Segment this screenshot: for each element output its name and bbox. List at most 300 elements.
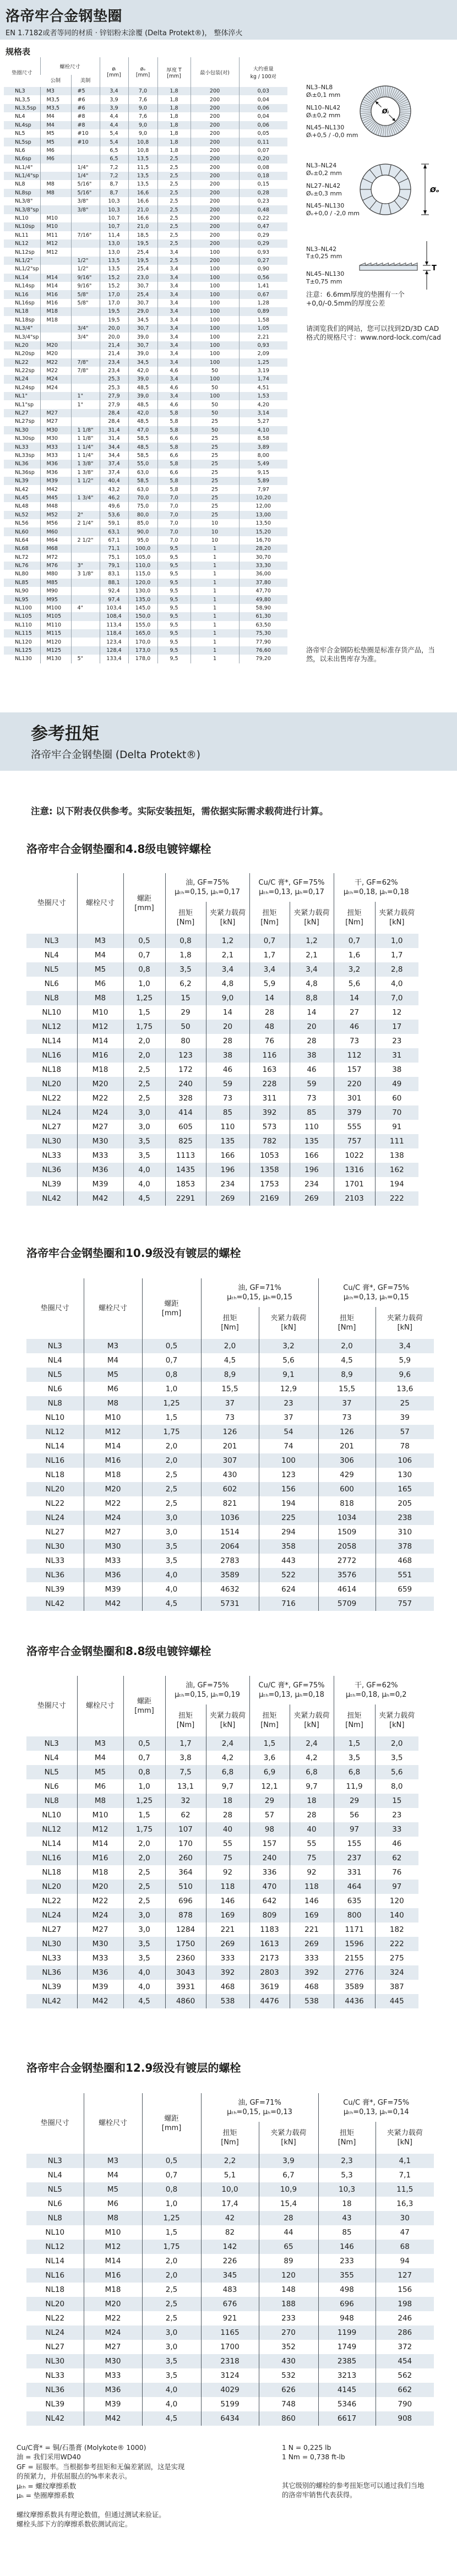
cell: NL42 [15, 486, 29, 493]
cell: 4,5 [142, 2411, 201, 2426]
column-header-torque: 扭矩 [Nm] [249, 1704, 290, 1736]
cell: 5,8 [157, 409, 191, 417]
cell: 19,5 [100, 316, 128, 324]
cell: NL76 [15, 563, 29, 569]
cell: 825 [165, 1134, 206, 1148]
cell: 21,4 [100, 350, 128, 358]
cell: 188 [259, 2297, 318, 2311]
cell: NL30 [15, 427, 29, 433]
cell: 9,7 [290, 1779, 334, 1794]
cell: 2,5 [123, 1894, 165, 1908]
cell: 135,0 [128, 595, 157, 603]
cell: NL36sp [15, 469, 35, 476]
group-header-paste: Cu/C 膏*, GF=75% μₜₕ=0,13, μₕ=0,18 [249, 1676, 334, 1704]
cell: M18 [84, 1468, 142, 1482]
table-row [4, 392, 287, 400]
cell: 921 [201, 2311, 259, 2326]
cell: 555 [334, 1120, 375, 1134]
cell: 12,1 [249, 1779, 290, 1794]
cell: 200 [191, 197, 239, 205]
cell: 200 [191, 164, 239, 172]
cell: M22 [77, 1091, 123, 1105]
cell: 468 [206, 1980, 249, 1994]
cell: M4 [84, 1353, 142, 1368]
cell: 2,5 [142, 1468, 201, 1482]
cell: 118 [290, 1880, 334, 1894]
cell: 7,6 [128, 95, 157, 104]
cell: 1022 [334, 1148, 375, 1163]
spec-table-heading: 规格表 [6, 47, 31, 57]
table-row [4, 595, 287, 603]
cell: 17,0 [100, 299, 128, 307]
table-row [4, 621, 287, 629]
cell: 4029 [201, 2383, 259, 2397]
cell: NL33 [15, 444, 29, 450]
cell: M30 [77, 1134, 123, 1148]
cell: 748 [259, 2397, 318, 2411]
cell: 13,5 [100, 265, 128, 273]
cell: 100 [191, 392, 239, 400]
cell: 9,5 [157, 612, 191, 620]
cell: 15,20 [239, 527, 287, 536]
tolerance: Øᵢ+0,5 / -0,0 mm [306, 132, 358, 139]
cell: 0,27 [239, 257, 287, 265]
cell [40, 164, 71, 172]
cell: 25 [191, 494, 239, 502]
cell: 1,5 [334, 1736, 375, 1751]
cell: 5,8 [157, 460, 191, 468]
cell: 0,15 [239, 180, 287, 188]
cell: 1183 [249, 1923, 290, 1937]
size-range: NL45–NL130 [306, 270, 345, 277]
cell: NL8 [47, 2214, 62, 2223]
cell: NL14sp [15, 283, 35, 290]
cell: NL18 [45, 2285, 65, 2294]
cell: 133,4 [100, 655, 128, 663]
cell: NL5sp [15, 139, 31, 145]
cell: 3,0 [142, 2326, 201, 2340]
cell: M72 [40, 553, 71, 561]
cell: M8 [77, 991, 123, 1005]
cell: 5,9 [376, 1353, 434, 1368]
note-line: +0,0/-0.5mm的厚度公差 [306, 299, 385, 307]
column-header-load: 夹紧力载荷 [kN] [259, 2122, 318, 2154]
cell: 270 [259, 2326, 318, 2340]
cell: M10 [84, 2225, 142, 2240]
cell: 73 [318, 1410, 376, 1425]
cell: M14 [84, 1439, 142, 1453]
cell: 73 [334, 1034, 375, 1048]
cell: M4 [40, 112, 71, 121]
tolerance: T±0,25 mm [306, 253, 342, 260]
table-row [26, 2297, 434, 2311]
cell: 105,0 [128, 553, 157, 561]
cell: 1" [71, 400, 100, 409]
cell: 1,53 [239, 392, 287, 400]
cell: M80 [40, 570, 71, 578]
cell: 200 [191, 129, 239, 138]
cell [40, 333, 71, 341]
cell: M14 [84, 2254, 142, 2268]
cell: NL22 [45, 1499, 65, 1508]
table-row [26, 2368, 434, 2383]
cell: 3,5 [123, 1937, 165, 1951]
table-row [26, 1105, 418, 1120]
cell: 85 [206, 1105, 249, 1120]
cell: 4,0 [123, 1980, 165, 1994]
cell: 100 [191, 358, 239, 367]
cell: 1514 [201, 1525, 259, 1539]
cell: M36 [77, 1163, 123, 1177]
cell: #8 [71, 112, 100, 121]
cell: 50 [191, 367, 239, 375]
cell: 92 [290, 1865, 334, 1880]
torque-section-subtitle: 洛帝牢合金钢垫圈 (Delta Protekt®) [31, 749, 201, 761]
cell: M22 [84, 2311, 142, 2326]
cell: NL3/8" [15, 198, 33, 205]
cell: 392 [206, 1965, 249, 1980]
cell: 2,0 [375, 1736, 418, 1751]
cell: 58,90 [239, 604, 287, 612]
cell: 392 [249, 1105, 290, 1120]
cell: 4860 [165, 1994, 206, 2008]
cell: 3,4 [157, 274, 191, 282]
cell: 58,5 [128, 477, 157, 485]
cell: 0,7 [142, 2168, 201, 2182]
cell: NL22 [15, 359, 29, 366]
cell: NL6 [15, 147, 25, 154]
cell: 0,8 [165, 934, 206, 948]
cell: 25 [191, 451, 239, 460]
cell: 3/8" [71, 205, 100, 214]
cell: 3,2 [259, 1339, 318, 1353]
cell: NL39 [15, 478, 29, 484]
cell: 3/4" [71, 333, 100, 341]
cell: 2,0 [318, 1339, 376, 1353]
cell: 1 [191, 587, 239, 595]
cell: NL22 [42, 1897, 62, 1905]
cell: NL30sp [15, 435, 35, 442]
cell: 88,1 [100, 579, 128, 587]
table-row [26, 1177, 418, 1191]
cell: 2776 [334, 1965, 375, 1980]
cell: NL6 [44, 979, 59, 988]
cell: 34,5 [128, 316, 157, 324]
cell: 100 [191, 341, 239, 350]
tolerance: Øᵢ±0,2 mm [306, 111, 341, 119]
cell: 1435 [165, 1163, 206, 1177]
cell: 55 [290, 1837, 334, 1851]
cell: M33 [84, 1554, 142, 1568]
table-row [26, 1851, 418, 1865]
cell: NL24 [45, 1513, 65, 1522]
table-row [26, 2154, 434, 2168]
cell: 468 [290, 1980, 334, 1994]
cell: 5/16" [71, 180, 100, 188]
cell: 2385 [318, 2354, 376, 2368]
cell: 55 [206, 1837, 249, 1851]
cell: 11,5 [376, 2182, 434, 2197]
footnotes-right [282, 2443, 443, 2530]
cell [71, 155, 100, 163]
cell: NL20 [42, 1080, 62, 1088]
cell [71, 384, 100, 392]
cell: NL30 [45, 1542, 65, 1551]
cell: 196 [290, 1163, 334, 1177]
group-header-oil: 油, GF=71% μₜₕ=0,15, μₕ=0,15 [201, 1278, 318, 1307]
cell: NL22sp [15, 368, 35, 374]
cell: 635 [334, 1894, 375, 1908]
table-row [26, 1779, 418, 1794]
table-row [26, 1597, 434, 1611]
note-line: 油 = 我们采用WD40 [17, 2453, 81, 2461]
cell: 1 [191, 629, 239, 638]
cell: 0,93 [239, 341, 287, 350]
cell: 32 [165, 1794, 206, 1808]
column-header-load: 夹紧力载荷 [kN] [376, 1307, 434, 1339]
cell: 155 [334, 1837, 375, 1851]
cell: 49,6 [100, 502, 128, 510]
cell: 3,4 [157, 307, 191, 315]
cell: 3,0 [123, 1120, 165, 1134]
torque-table-8-8 [26, 1676, 418, 2008]
cell: 23,0 [128, 274, 157, 282]
torque-table-body [26, 1339, 434, 1611]
unit-conversions [282, 2443, 443, 2463]
cell: 7,0 [157, 527, 191, 536]
cell: 46 [334, 1020, 375, 1034]
cell: 6,5 [100, 155, 128, 163]
cell: 4,0 [123, 1965, 165, 1980]
cell: 100 [191, 350, 239, 358]
cell: 150,0 [128, 612, 157, 620]
cell: 1,7 [165, 1736, 206, 1751]
cell: 126 [318, 1425, 376, 1439]
cell: 28 [290, 1808, 334, 1822]
cell: 3619 [249, 1980, 290, 1994]
cell [71, 629, 100, 638]
cell: 23 [259, 1396, 318, 1410]
outer-diameter-diagram-row [306, 161, 440, 219]
cell: M4 [77, 948, 123, 962]
cell: M60 [40, 527, 71, 536]
cell: 7,0 [157, 494, 191, 502]
cell: NL3 [44, 936, 59, 945]
cell: 18 [290, 1794, 334, 1808]
cell: 878 [165, 1908, 206, 1923]
cell: 25,3 [100, 384, 128, 392]
cell: NL22 [45, 2314, 65, 2323]
cell: 48,5 [128, 400, 157, 409]
cell: M27 [40, 417, 71, 426]
cell: M22 [40, 367, 71, 375]
cell: 3576 [318, 1568, 376, 1582]
cell: 498 [318, 2283, 376, 2297]
table-row [26, 1923, 418, 1937]
size-range: NL10–NL42 [306, 104, 341, 111]
cell: 4,2 [290, 1751, 334, 1765]
cell: M18 [77, 1063, 123, 1077]
cell: 2,0 [201, 1339, 259, 1353]
cell: 9,1 [259, 1368, 318, 1382]
cell: 4632 [201, 1582, 259, 1597]
cell: 7,2 [100, 164, 128, 172]
cell: NL72 [15, 554, 29, 560]
cell: M27 [77, 1120, 123, 1134]
cell: NL11 [15, 232, 29, 238]
cell: 1/4" [71, 164, 100, 172]
cell: 1" [71, 392, 100, 400]
cell: 79,1 [100, 562, 128, 570]
cell: 30,7 [128, 324, 157, 333]
cell: NL85 [15, 579, 29, 586]
footnotes [17, 2443, 447, 2530]
cell: 15 [375, 1794, 418, 1808]
cell: 0,29 [239, 239, 287, 248]
cell: 5,8 [157, 443, 191, 451]
cell: 4,5 [123, 1994, 165, 2008]
cell: 3,4 [206, 962, 249, 977]
cell: 240 [165, 1077, 206, 1091]
table-row [4, 604, 287, 612]
cell: 1,7 [249, 948, 290, 962]
cell: NL33 [45, 1556, 65, 1565]
cell: M120 [40, 638, 71, 646]
cell: 8,58 [239, 434, 287, 443]
table-row [26, 1425, 434, 1439]
cell: 3,4 [157, 392, 191, 400]
cell: 100 [191, 307, 239, 315]
cell: NL60 [15, 529, 29, 535]
table-row [26, 991, 418, 1005]
cell: M39 [77, 1177, 123, 1191]
table-row [26, 1148, 418, 1163]
washer-serration-top-view-icon [357, 83, 415, 140]
cell: 269 [290, 1191, 334, 1206]
table-row [4, 129, 287, 138]
cell: M4 [84, 2168, 142, 2182]
torque-table-body [26, 1736, 418, 2008]
cell: NL68 [15, 546, 29, 552]
cell: 5/8" [71, 299, 100, 307]
table-row [26, 1134, 418, 1148]
cell: 246 [376, 2311, 434, 2326]
cell: 642 [249, 1894, 290, 1908]
cell: M4 [77, 1751, 123, 1765]
cell: 76 [249, 1034, 290, 1048]
cell: 91 [375, 1120, 418, 1134]
cell: 43,2 [100, 485, 128, 493]
cell: M8 [84, 1396, 142, 1410]
cell: #10 [71, 138, 100, 146]
cell: 573 [249, 1120, 290, 1134]
table-row [26, 1994, 418, 2008]
cell: 3/8" [71, 197, 100, 205]
cell: 6,2 [165, 977, 206, 991]
cell: 9,5 [157, 544, 191, 553]
cell: 13,5 [128, 155, 157, 163]
other-grades-note [282, 2481, 443, 2501]
cell: 9,0 [206, 991, 249, 1005]
torque-table-header [26, 873, 418, 934]
cell: NL24sp [15, 384, 35, 391]
cell: 110,0 [128, 562, 157, 570]
column-header-pitch: 螺距 [mm] [123, 1676, 165, 1736]
table-row [4, 536, 287, 544]
cell: 75,1 [100, 553, 128, 561]
cell: M3 [40, 87, 71, 95]
cell: 4145 [318, 2383, 376, 2397]
cell: 392 [290, 1965, 334, 1980]
cell: M4 [40, 121, 71, 129]
table-row [26, 977, 418, 991]
table-row [26, 2411, 434, 2426]
page-header-band [0, 0, 457, 40]
cell: 182 [375, 1923, 418, 1937]
cell: 4,0 [123, 1177, 165, 1191]
cell: NL4sp [15, 122, 31, 128]
group-header-dry: 干, GF=62% μₜₕ=0,18, μₕ=0,18 [334, 873, 418, 902]
cell: 5,4 [100, 138, 128, 146]
cell: 4,2 [206, 1751, 249, 1765]
cell: 2,5 [157, 164, 191, 172]
cell: 1 1/2" [71, 477, 100, 485]
cell: 659 [376, 1582, 434, 1597]
cell: 1,25 [142, 2211, 201, 2225]
table-row [4, 95, 287, 104]
cell: 13,5 [128, 180, 157, 188]
column-header-torque: 扭矩 [Nm] [334, 902, 375, 934]
cell: NL3 [44, 1739, 59, 1748]
cell: 676 [201, 2297, 259, 2311]
table-row [26, 962, 418, 977]
cell: 0,07 [239, 146, 287, 155]
cell: M27 [84, 1525, 142, 1539]
cell: 55,0 [128, 460, 157, 468]
table-row [4, 164, 287, 172]
cell: M33 [77, 1148, 123, 1163]
cell: 5,1 [201, 2168, 259, 2182]
cell: 123,4 [100, 638, 128, 646]
cell: 2103 [334, 1191, 375, 1206]
table-row [26, 1808, 418, 1822]
cell: NL8sp [15, 189, 31, 196]
cell: 1,74 [239, 375, 287, 383]
cell: NL30 [42, 1137, 62, 1146]
cell: 3,5 [142, 2354, 201, 2368]
table-row [26, 1822, 418, 1837]
table-row [26, 1554, 434, 1568]
cell: 0,18 [239, 172, 287, 180]
column-header-pitch: 螺距 [mm] [123, 873, 165, 934]
cell: 3124 [201, 2368, 259, 2383]
cell: 14 [334, 991, 375, 1005]
cell: 9,0 [128, 121, 157, 129]
cell: 226 [201, 2254, 259, 2268]
cell: NL10 [45, 2228, 65, 2237]
column-header-torque: 扭矩 [Nm] [318, 1307, 376, 1339]
cell: 200 [191, 189, 239, 197]
cell: 6434 [201, 2411, 259, 2426]
cell: 23,4 [100, 358, 128, 367]
table-row [26, 1880, 418, 1894]
column-header-load: 夹紧力载荷 [kN] [375, 902, 418, 934]
cell: 28 [259, 2211, 318, 2225]
cell [71, 417, 100, 426]
cell: 120 [375, 1894, 418, 1908]
cell: 5,6 [375, 1765, 418, 1779]
table-row [26, 1496, 434, 1511]
